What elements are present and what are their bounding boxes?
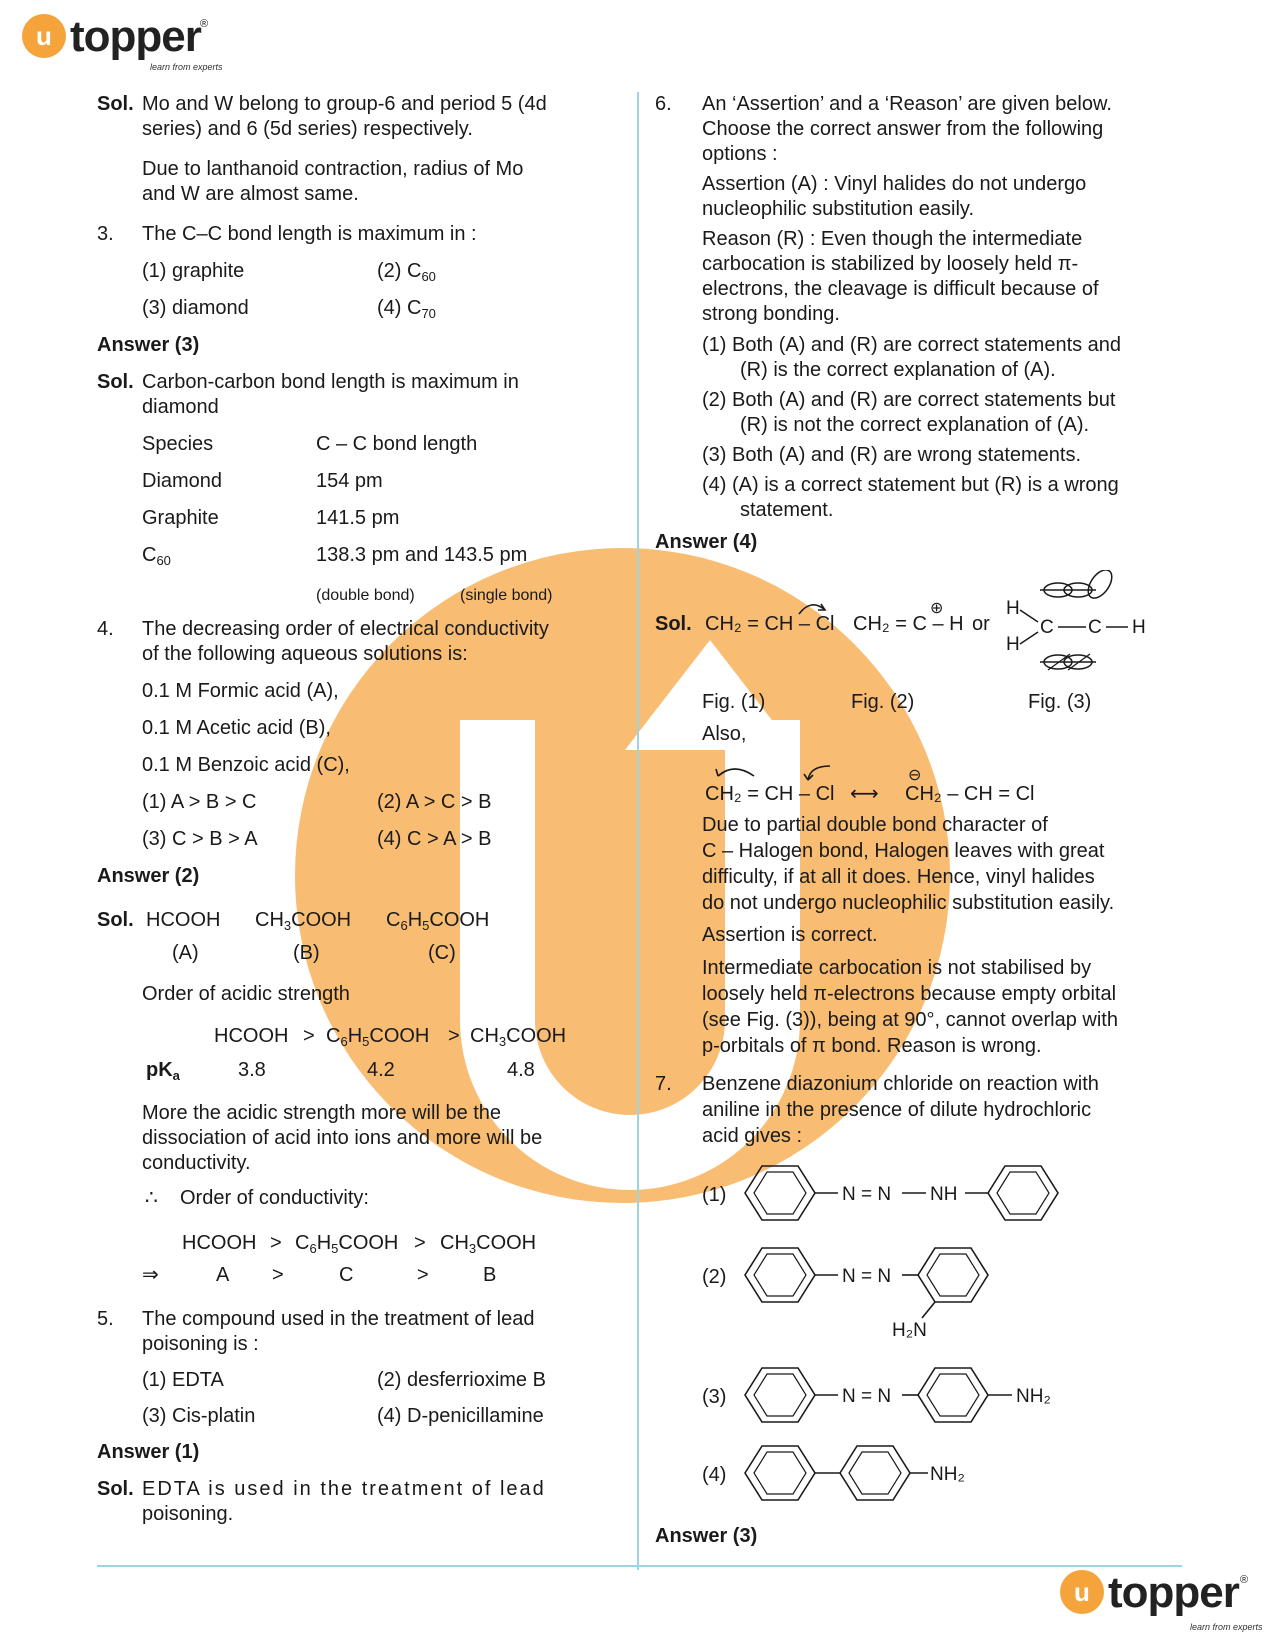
answer: Answer (2)	[97, 865, 200, 887]
curved-arrow-icon	[712, 762, 762, 782]
option-text: (4) C	[377, 297, 422, 319]
formula-text: C	[326, 1025, 341, 1047]
answer: Answer (1)	[97, 1441, 200, 1463]
therefore-symbol: ∴	[145, 1187, 158, 1209]
solution-item: 0.1 M Acetic acid (B),	[142, 717, 331, 739]
subscript: 6	[309, 1241, 317, 1256]
label-c: (C)	[428, 942, 456, 964]
plus-charge: ⊕	[930, 600, 944, 617]
formula-benzoic	[326, 1024, 429, 1049]
logo-text: topper	[70, 11, 201, 61]
greater-than: >	[448, 1025, 460, 1047]
logo-registered: ®	[1240, 1574, 1249, 1586]
formula-text: COOH	[429, 909, 490, 931]
atom-h: H	[1006, 634, 1020, 655]
fig2-formula: CH₂ = C – H	[853, 613, 964, 635]
atom-h: H	[1006, 598, 1020, 619]
option-1: (1) graphite	[142, 260, 245, 282]
option-2	[377, 259, 436, 284]
option-1-label: (1)	[702, 1184, 727, 1206]
question-number: 7.	[655, 1073, 672, 1095]
subscript: 60	[156, 553, 171, 568]
fig3-orbital-diagram	[1000, 570, 1160, 675]
option-2-structure	[740, 1240, 1000, 1340]
order-conductivity: Order of conductivity:	[180, 1187, 369, 1209]
table-header: C – C bond length	[316, 433, 478, 455]
atom-h: H	[1132, 617, 1146, 638]
figure-caption: Fig. (2)	[851, 691, 915, 713]
or-text: or	[972, 613, 990, 635]
resonance-left: CH₂ = CH – Cl	[705, 783, 835, 805]
pka-value: 3.8	[238, 1059, 266, 1081]
order-c: C	[339, 1264, 354, 1286]
option-1: (R) is the correct explanation of (A).	[740, 359, 1056, 381]
question-text: aniline in the presence of dilute hydrochloric	[702, 1099, 1092, 1121]
minus-charge: ⊖	[908, 767, 922, 784]
formula-text: CH	[440, 1232, 469, 1254]
option-2: (2) A > C > B	[377, 791, 492, 813]
question-text: poisoning is :	[142, 1333, 259, 1355]
assertion-text: nucleophilic substitution easily.	[702, 198, 975, 220]
subscript: a	[172, 1068, 180, 1083]
curved-arrow-icon	[800, 762, 840, 784]
reason-text: electrons, the cleavage is difficult because of	[702, 278, 1099, 300]
formula-acetic	[470, 1024, 566, 1049]
footer-logo	[1060, 1567, 1239, 1617]
greater-than: >	[417, 1264, 429, 1286]
atom-c: C	[1040, 617, 1054, 638]
logo-tagline: learn from experts	[150, 62, 223, 72]
option-3: (3) C > B > A	[142, 828, 258, 850]
greater-than: >	[272, 1264, 284, 1286]
greater-than: >	[303, 1025, 315, 1047]
option-4: (4) (A) is a correct statement but (R) is a wrong	[702, 474, 1119, 496]
order-title: Order of acidic strength	[142, 983, 350, 1005]
intermediate-text: p-orbitals of π bond. Reason is wrong.	[702, 1035, 1042, 1057]
table-cell	[142, 543, 171, 568]
amino-group: NH₂	[930, 1464, 965, 1485]
sol-label: Sol.	[97, 93, 134, 115]
question-text: The compound used in the treatment of lead	[142, 1308, 535, 1330]
question-text: The C–C bond length is maximum in :	[142, 223, 477, 245]
logo-text: topper	[1108, 1567, 1239, 1617]
footer-line	[97, 1565, 1182, 1567]
option-1: (1) EDTA	[142, 1369, 224, 1391]
question-number: 5.	[97, 1308, 114, 1330]
also-text: Also,	[702, 723, 747, 745]
nh-group: NH	[930, 1184, 958, 1205]
discussion-text: difficulty, if at all it does. Hence, vinyl halides	[702, 866, 1095, 888]
sol-text: poisoning.	[142, 1503, 234, 1525]
subscript: 5	[362, 1034, 370, 1049]
assertion-correct: Assertion is correct.	[702, 924, 878, 946]
formula-benzoic	[295, 1231, 398, 1256]
sol-text: Carbon-carbon bond length is maximum in	[142, 371, 519, 393]
question-text: An ‘Assertion’ and a ‘Reason’ are given below.	[702, 93, 1112, 115]
subscript: 6	[400, 918, 408, 933]
logo-tagline: learn from experts	[1190, 1622, 1263, 1632]
answer: Answer (3)	[97, 334, 200, 356]
sol-label: Sol.	[97, 371, 134, 393]
amino-group: NH₂	[1016, 1386, 1051, 1407]
option-3: (3) Cis-platin	[142, 1405, 256, 1427]
subscript: 70	[421, 306, 436, 321]
subscript: 5	[331, 1241, 339, 1256]
discussion-text: do not undergo nucleophilic substitution easily.	[702, 892, 1115, 914]
pka-value: 4.2	[367, 1059, 395, 1081]
subscript: 3	[498, 1034, 507, 1049]
curved-arrow-icon	[795, 598, 831, 618]
option-4-structure	[740, 1438, 1010, 1508]
answer: Answer (3)	[655, 1525, 758, 1547]
sol-text: and W are almost same.	[142, 183, 359, 205]
option-1-structure	[740, 1158, 1070, 1228]
formula-text: COOH	[338, 1232, 399, 1254]
option-1: (1) A > B > C	[142, 791, 257, 813]
option-4: (4) D-penicillamine	[377, 1405, 544, 1427]
table-cell-text: C	[142, 544, 157, 566]
pka-label	[146, 1058, 180, 1083]
atom-c: C	[1088, 617, 1102, 638]
formula-text: CH	[255, 909, 284, 931]
logo-mark: u	[22, 14, 66, 58]
option-2: (R) is not the correct explanation of (A).	[740, 414, 1090, 436]
fig1-formula: CH₂ = CH – Cl	[705, 613, 835, 635]
formula-text: H	[407, 909, 423, 931]
figure-caption: Fig. (1)	[702, 691, 766, 713]
solution-item: 0.1 M Formic acid (A),	[142, 680, 339, 702]
amino-group: H₂N	[892, 1320, 927, 1340]
table-cell: Graphite	[142, 507, 219, 529]
question-text: options :	[702, 143, 778, 165]
option-2: (2) Both (A) and (R) are correct statements but	[702, 389, 1116, 411]
discussion-text: C – Halogen bond, Halogen leaves with great	[702, 840, 1105, 862]
formula-text: COOH	[291, 909, 352, 931]
subscript: 3	[283, 918, 292, 933]
pka-value: 4.8	[507, 1059, 535, 1081]
implies-symbol: ⇒	[142, 1264, 159, 1286]
question-text: acid gives :	[702, 1125, 803, 1147]
formula-text: H	[316, 1232, 332, 1254]
logo-registered: ®	[200, 18, 209, 30]
formula-formic: HCOOH	[182, 1232, 257, 1254]
explanation-text: dissociation of acid into ions and more will be	[142, 1127, 543, 1149]
option-3: (3) Both (A) and (R) are wrong statements.	[702, 444, 1082, 466]
subscript: 60	[421, 269, 436, 284]
formula-text: H	[347, 1025, 363, 1047]
azo-group: N = N	[842, 1386, 892, 1407]
discussion-text: Due to partial double bond character of	[702, 814, 1048, 836]
formula-formic: HCOOH	[214, 1025, 289, 1047]
subscript: 6	[340, 1034, 348, 1049]
option-4-label: (4)	[702, 1464, 727, 1486]
table-note: (double bond)	[316, 587, 415, 604]
greater-than: >	[414, 1232, 426, 1254]
sol-text: diamond	[142, 396, 219, 418]
question-text: The decreasing order of electrical conductivity	[142, 618, 549, 640]
answer: Answer (4)	[655, 531, 758, 553]
option-text: (2) C	[377, 260, 422, 282]
pka-text: pK	[146, 1059, 173, 1081]
option-3-label: (3)	[702, 1386, 727, 1408]
option-4	[377, 296, 436, 321]
label-b: (B)	[293, 942, 320, 964]
reason-text: strong bonding.	[702, 303, 840, 325]
column-divider	[637, 92, 639, 1570]
sol-text: EDTA is used in the treatment of lead	[142, 1478, 546, 1500]
question-number: 3.	[97, 223, 114, 245]
reason-text: carbocation is stabilized by loosely held π-	[702, 253, 1079, 275]
formula-text: COOH	[476, 1232, 537, 1254]
formula-text: C	[386, 909, 401, 931]
sol-label: Sol.	[655, 613, 692, 635]
subscript: 3	[468, 1241, 477, 1256]
reason-text: Reason (R) : Even though the intermediate	[702, 228, 1083, 250]
greater-than: >	[270, 1232, 282, 1254]
intermediate-text: (see Fig. (3)), being at 90°, cannot overlap with	[702, 1009, 1118, 1031]
table-cell: 138.3 pm and 143.5 pm	[316, 544, 528, 566]
order-b: B	[483, 1264, 497, 1286]
question-number: 4.	[97, 618, 114, 640]
logo-mark: u	[1060, 1570, 1104, 1614]
intermediate-text: Intermediate carbocation is not stabilised by	[702, 957, 1092, 979]
explanation-text: More the acidic strength more will be the	[142, 1102, 502, 1124]
table-header: Species	[142, 433, 214, 455]
option-3-structure	[740, 1360, 1070, 1430]
table-note: (single bond)	[460, 587, 553, 604]
azo-group: N = N	[842, 1184, 892, 1205]
table-cell: 154 pm	[316, 470, 383, 492]
order-a: A	[216, 1264, 230, 1286]
intermediate-text: loosely held π-electrons because empty orbital	[702, 983, 1117, 1005]
formula-acetic	[255, 908, 351, 933]
question-text: Choose the correct answer from the following	[702, 118, 1104, 140]
formula-text: COOH	[506, 1025, 567, 1047]
figure-caption: Fig. (3)	[1028, 691, 1092, 713]
formula-benzoic	[386, 908, 489, 933]
table-cell: 141.5 pm	[316, 507, 400, 529]
azo-group: N = N	[842, 1266, 892, 1287]
option-4: (4) C > A > B	[377, 828, 492, 850]
label-a: (A)	[172, 942, 199, 964]
assertion-text: Assertion (A) : Vinyl halides do not undergo	[702, 173, 1087, 195]
option-2-label: (2)	[702, 1266, 727, 1288]
sol-text: Mo and W belong to group-6 and period 5 (4d	[142, 93, 547, 115]
question-text: Benzene diazonium chloride on reaction with	[702, 1073, 1099, 1095]
formula-acetic	[440, 1231, 536, 1256]
option-4: statement.	[740, 499, 834, 521]
resonance-arrow: ⟷	[850, 783, 879, 805]
option-2: (2) desferrioxime B	[377, 1369, 546, 1391]
formula-text: CH	[470, 1025, 499, 1047]
subscript: 5	[422, 918, 430, 933]
sol-label: Sol.	[97, 909, 134, 931]
formula-formic: HCOOH	[146, 909, 221, 931]
solution-item: 0.1 M Benzoic acid (C),	[142, 754, 350, 776]
question-number: 6.	[655, 93, 672, 115]
sol-text: Due to lanthanoid contraction, radius of Mo	[142, 158, 524, 180]
sol-label: Sol.	[97, 1478, 134, 1500]
table-cell: Diamond	[142, 470, 223, 492]
formula-text: COOH	[369, 1025, 430, 1047]
option-3: (3) diamond	[142, 297, 249, 319]
explanation-text: conductivity.	[142, 1152, 251, 1174]
formula-text: C	[295, 1232, 310, 1254]
resonance-right: CH₂ – CH = Cl	[905, 783, 1035, 805]
option-1: (1) Both (A) and (R) are correct statements and	[702, 334, 1122, 356]
question-text: of the following aqueous solutions is:	[142, 643, 468, 665]
header-logo	[22, 11, 201, 61]
sol-text: series) and 6 (5d series) respectively.	[142, 118, 473, 140]
